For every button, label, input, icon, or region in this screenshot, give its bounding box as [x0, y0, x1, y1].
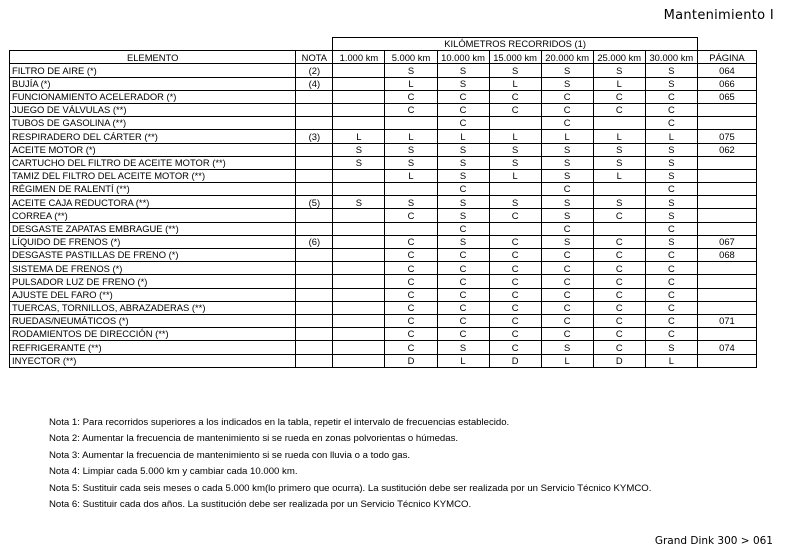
interval-cell — [593, 117, 645, 130]
note-cell — [296, 103, 333, 116]
interval-cell: C — [385, 341, 437, 354]
page-cell — [697, 169, 756, 182]
interval-cell — [333, 209, 385, 222]
interval-cell: C — [645, 301, 697, 314]
note-cell — [296, 262, 333, 275]
interval-cell: S — [489, 143, 541, 156]
interval-cell: C — [645, 314, 697, 327]
interval-cell: S — [333, 143, 385, 156]
interval-cell: S — [645, 209, 697, 222]
interval-cell — [333, 222, 385, 235]
page-cell — [697, 288, 756, 301]
element-cell: ACEITE CAJA REDUCTORA (**) — [10, 196, 296, 209]
table-row — [10, 64, 757, 77]
interval-cell: C — [593, 341, 645, 354]
interval-cell — [333, 275, 385, 288]
note-cell — [296, 90, 333, 103]
page-cell: 065 — [697, 90, 756, 103]
note-cell: (5) — [296, 196, 333, 209]
table-row — [10, 235, 757, 248]
note-cell — [296, 249, 333, 262]
interval-cell: C — [385, 328, 437, 341]
interval-cell: L — [385, 77, 437, 90]
interval-cell: S — [541, 169, 593, 182]
interval-cell: C — [385, 90, 437, 103]
interval-cell: S — [333, 156, 385, 169]
interval-cell: S — [437, 209, 489, 222]
note-cell — [296, 143, 333, 156]
interval-cell: C — [593, 328, 645, 341]
interval-cell: C — [593, 235, 645, 248]
note-line: Nota 1: Para recorridos superiores a los indicados en la tabla, repetir el intervalo de frecuencias establecido. — [49, 417, 510, 428]
page-cell — [697, 301, 756, 314]
table-row — [10, 183, 757, 196]
maintenance-table-wrapper — [9, 37, 757, 368]
element-cell: TAMIZ DEL FILTRO DEL ACEITE MOTOR (**) — [10, 169, 296, 182]
interval-cell — [489, 183, 541, 196]
table-row — [10, 301, 757, 314]
element-cell: DESGASTE ZAPATAS EMBRAGUE (**) — [10, 222, 296, 235]
page-cell — [697, 156, 756, 169]
table-row — [10, 262, 757, 275]
table-row — [10, 156, 757, 169]
interval-cell: S — [541, 64, 593, 77]
interval-cell: C — [541, 222, 593, 235]
interval-cell: C — [645, 275, 697, 288]
interval-cell — [385, 117, 437, 130]
interval-cell: S — [645, 64, 697, 77]
notes-section — [49, 415, 651, 513]
interval-cell — [385, 183, 437, 196]
element-cell: LÍQUIDO DE FRENOS (*) — [10, 235, 296, 248]
element-cell: CORREA (**) — [10, 209, 296, 222]
element-cell: FILTRO DE AIRE (*) — [10, 64, 296, 77]
interval-cell: S — [489, 156, 541, 169]
interval-cell: S — [385, 143, 437, 156]
interval-cell: C — [385, 103, 437, 116]
interval-cell: C — [437, 183, 489, 196]
element-cell: ACEITE MOTOR (*) — [10, 143, 296, 156]
table-group-header-row — [10, 38, 757, 51]
interval-cell: C — [437, 249, 489, 262]
note-cell: (6) — [296, 235, 333, 248]
page-cell — [697, 262, 756, 275]
interval-cell: C — [645, 117, 697, 130]
interval-cell — [333, 288, 385, 301]
interval-cell — [333, 235, 385, 248]
note-cell — [296, 209, 333, 222]
interval-cell: C — [541, 183, 593, 196]
interval-cell — [489, 117, 541, 130]
interval-cell — [489, 222, 541, 235]
table-row — [10, 222, 757, 235]
interval-cell: C — [645, 328, 697, 341]
page-cell — [697, 209, 756, 222]
interval-cell: C — [437, 103, 489, 116]
interval-cell: L — [489, 77, 541, 90]
interval-cell: C — [437, 328, 489, 341]
interval-cell: S — [645, 156, 697, 169]
table-row — [10, 196, 757, 209]
element-cell: RUEDAS/NEUMÁTICOS (*) — [10, 314, 296, 327]
interval-cell: C — [385, 288, 437, 301]
interval-cell: C — [593, 275, 645, 288]
interval-cell — [333, 64, 385, 77]
interval-cell: L — [437, 130, 489, 143]
note-cell — [296, 222, 333, 235]
interval-cell: C — [541, 103, 593, 116]
column-header: NOTA — [296, 51, 333, 64]
table-row — [10, 77, 757, 90]
interval-cell: C — [489, 249, 541, 262]
page-cell — [697, 117, 756, 130]
interval-cell: L — [541, 130, 593, 143]
note-cell — [296, 169, 333, 182]
table-row — [10, 288, 757, 301]
note-cell — [296, 156, 333, 169]
interval-cell: L — [593, 169, 645, 182]
table-row — [10, 275, 757, 288]
element-cell: TUBOS DE GASOLINA (**) — [10, 117, 296, 130]
element-cell: CARTUCHO DEL FILTRO DE ACEITE MOTOR (**) — [10, 156, 296, 169]
note-cell — [296, 288, 333, 301]
table-row — [10, 130, 757, 143]
interval-cell — [333, 301, 385, 314]
interval-cell: C — [489, 288, 541, 301]
page-cell — [697, 222, 756, 235]
note-cell — [296, 328, 333, 341]
table-row — [10, 143, 757, 156]
table-row — [10, 117, 757, 130]
interval-cell: D — [489, 354, 541, 367]
note-line: Nota 6: Sustituir cada dos años. La sustitución debe ser realizada por un Servicio Técnico KYMCO. — [49, 499, 472, 511]
column-header: 30.000 km — [645, 51, 697, 64]
table-row — [10, 354, 757, 367]
interval-cell: C — [489, 314, 541, 327]
column-header: 5.000 km — [385, 51, 437, 64]
interval-cell — [333, 341, 385, 354]
interval-cell: S — [437, 196, 489, 209]
interval-cell: C — [541, 249, 593, 262]
interval-cell: C — [645, 222, 697, 235]
interval-cell: C — [385, 314, 437, 327]
page-cell — [697, 328, 756, 341]
note-line: Nota 5: Sustituir cada seis meses o cada 5.000 km(lo primero que ocurra). La sustitución debe ser realizada por un Servicio Técnico KYMCO. — [49, 482, 652, 494]
interval-cell: C — [489, 103, 541, 116]
table-row — [10, 341, 757, 354]
interval-cell: C — [593, 103, 645, 116]
interval-cell: C — [541, 117, 593, 130]
page-cell — [697, 275, 756, 288]
interval-cell — [385, 222, 437, 235]
interval-cell: C — [385, 209, 437, 222]
interval-cell: C — [385, 275, 437, 288]
interval-cell — [333, 183, 385, 196]
note-cell — [296, 275, 333, 288]
column-header: 15.000 km — [489, 51, 541, 64]
interval-cell — [593, 183, 645, 196]
interval-cell: L — [385, 169, 437, 182]
interval-cell: S — [593, 64, 645, 77]
interval-cell: S — [437, 341, 489, 354]
interval-cell: C — [541, 301, 593, 314]
interval-cell — [333, 249, 385, 262]
note-cell: (3) — [296, 130, 333, 143]
interval-cell — [333, 117, 385, 130]
interval-cell: C — [437, 288, 489, 301]
interval-cell: L — [541, 354, 593, 367]
interval-cell: S — [645, 196, 697, 209]
note-cell — [296, 301, 333, 314]
interval-cell: L — [385, 130, 437, 143]
note-cell — [296, 117, 333, 130]
element-cell: RÉGIMEN DE RALENTÍ (**) — [10, 183, 296, 196]
interval-cell: C — [489, 262, 541, 275]
interval-cell — [333, 328, 385, 341]
interval-cell: C — [593, 209, 645, 222]
page-footer: Grand Dink 300 > 061 — [654, 535, 773, 547]
maintenance-table — [9, 37, 757, 368]
interval-cell: C — [437, 222, 489, 235]
interval-cell: C — [489, 209, 541, 222]
note-cell — [296, 354, 333, 367]
note-cell — [296, 314, 333, 327]
table-row — [10, 328, 757, 341]
interval-cell: S — [385, 156, 437, 169]
column-header: 1.000 km — [333, 51, 385, 64]
interval-cell: C — [593, 249, 645, 262]
page-cell: 075 — [697, 130, 756, 143]
element-cell: PULSADOR LUZ DE FRENO (*) — [10, 275, 296, 288]
interval-cell: C — [645, 262, 697, 275]
page-cell: 066 — [697, 77, 756, 90]
interval-cell: C — [593, 288, 645, 301]
interval-cell: S — [541, 143, 593, 156]
element-cell: TUERCAS, TORNILLOS, ABRAZADERAS (**) — [10, 301, 296, 314]
interval-cell — [593, 222, 645, 235]
interval-cell: S — [385, 196, 437, 209]
interval-cell: L — [593, 130, 645, 143]
column-header: PÁGINA — [697, 51, 756, 64]
interval-cell: C — [437, 117, 489, 130]
table-body — [10, 64, 757, 367]
interval-cell — [333, 103, 385, 116]
interval-cell: C — [489, 301, 541, 314]
element-cell: FUNCIONAMIENTO ACELERADOR (*) — [10, 90, 296, 103]
interval-cell: L — [489, 169, 541, 182]
interval-cell: S — [385, 64, 437, 77]
table-header-spacer-right — [697, 38, 756, 51]
table-header-spacer — [10, 38, 333, 51]
km-group-header: KILÓMETROS RECORRIDOS (1) — [333, 38, 698, 51]
element-cell: INYECTOR (**) — [10, 354, 296, 367]
page-cell — [697, 103, 756, 116]
interval-cell: C — [645, 103, 697, 116]
interval-cell: S — [541, 209, 593, 222]
note-cell: (4) — [296, 77, 333, 90]
interval-cell: C — [385, 262, 437, 275]
column-header: 10.000 km — [437, 51, 489, 64]
page-cell: 071 — [697, 314, 756, 327]
table-row — [10, 169, 757, 182]
interval-cell: S — [593, 156, 645, 169]
interval-cell: C — [645, 183, 697, 196]
interval-cell: C — [489, 328, 541, 341]
interval-cell: S — [541, 196, 593, 209]
interval-cell: C — [593, 262, 645, 275]
table-row — [10, 314, 757, 327]
interval-cell: C — [437, 314, 489, 327]
interval-cell: C — [541, 314, 593, 327]
page-header-title: Mantenimiento I — [663, 8, 774, 23]
interval-cell: L — [645, 354, 697, 367]
interval-cell: C — [385, 249, 437, 262]
page-cell: 064 — [697, 64, 756, 77]
interval-cell — [333, 169, 385, 182]
column-header: ELEMENTO — [10, 51, 296, 64]
note-line: Nota 4: Limpiar cada 5.000 km y cambiar cada 10.000 km. — [49, 466, 298, 478]
interval-cell: S — [645, 143, 697, 156]
interval-cell: C — [489, 341, 541, 354]
interval-cell — [333, 90, 385, 103]
interval-cell: C — [489, 275, 541, 288]
element-cell: RODAMIENTOS DE DIRECCIÓN (**) — [10, 328, 296, 341]
interval-cell: C — [437, 275, 489, 288]
interval-cell: C — [437, 301, 489, 314]
page-cell — [697, 196, 756, 209]
element-cell: JUEGO DE VÁLVULAS (**) — [10, 103, 296, 116]
interval-cell: S — [489, 64, 541, 77]
table-row — [10, 90, 757, 103]
interval-cell — [333, 262, 385, 275]
page-cell — [697, 183, 756, 196]
interval-cell: C — [541, 328, 593, 341]
column-header: 20.000 km — [541, 51, 593, 64]
interval-cell: L — [593, 77, 645, 90]
interval-cell: S — [645, 235, 697, 248]
interval-cell: L — [333, 130, 385, 143]
interval-cell: S — [437, 156, 489, 169]
interval-cell: C — [593, 90, 645, 103]
interval-cell: S — [645, 341, 697, 354]
interval-cell: D — [385, 354, 437, 367]
interval-cell: L — [437, 354, 489, 367]
element-cell: SISTEMA DE FRENOS (*) — [10, 262, 296, 275]
interval-cell: C — [645, 288, 697, 301]
table-row — [10, 103, 757, 116]
interval-cell: C — [541, 275, 593, 288]
page-cell — [697, 354, 756, 367]
interval-cell: L — [645, 130, 697, 143]
interval-cell: S — [541, 235, 593, 248]
element-cell: AJUSTE DEL FARO (**) — [10, 288, 296, 301]
interval-cell — [333, 77, 385, 90]
interval-cell: C — [645, 90, 697, 103]
element-cell: DESGASTE PASTILLAS DE FRENO (*) — [10, 249, 296, 262]
interval-cell: C — [437, 90, 489, 103]
interval-cell: C — [541, 262, 593, 275]
note-line: Nota 3: Aumentar la frecuencia de mantenimiento si se rueda con lluvia o a todo gas. — [49, 449, 411, 461]
table-row — [10, 209, 757, 222]
interval-cell: C — [385, 301, 437, 314]
interval-cell: S — [645, 169, 697, 182]
element-cell: RESPIRADERO DEL CÁRTER (**) — [10, 130, 296, 143]
interval-cell: S — [437, 169, 489, 182]
note-cell — [296, 341, 333, 354]
element-cell: REFRIGERANTE (**) — [10, 341, 296, 354]
interval-cell: S — [437, 143, 489, 156]
page-cell: 062 — [697, 143, 756, 156]
interval-cell: S — [541, 341, 593, 354]
note-cell: (2) — [296, 64, 333, 77]
interval-cell — [333, 354, 385, 367]
interval-cell: C — [489, 90, 541, 103]
note-cell — [296, 183, 333, 196]
interval-cell: S — [593, 143, 645, 156]
interval-cell: S — [593, 196, 645, 209]
page-cell: 067 — [697, 235, 756, 248]
note-line: Nota 2: Aumentar la frecuencia de mantenimiento si se rueda en zonas polvorientas o húmedas. — [49, 433, 459, 445]
interval-cell: C — [593, 301, 645, 314]
interval-cell: C — [541, 90, 593, 103]
interval-cell: C — [645, 249, 697, 262]
column-header: 25.000 km — [593, 51, 645, 64]
interval-cell: S — [489, 196, 541, 209]
interval-cell: C — [437, 262, 489, 275]
interval-cell — [333, 314, 385, 327]
interval-cell: C — [489, 235, 541, 248]
page-cell: 074 — [697, 341, 756, 354]
interval-cell: C — [593, 314, 645, 327]
interval-cell: S — [541, 156, 593, 169]
interval-cell: L — [489, 130, 541, 143]
interval-cell: S — [645, 77, 697, 90]
table-row — [10, 249, 757, 262]
interval-cell: D — [593, 354, 645, 367]
interval-cell: S — [437, 235, 489, 248]
interval-cell: C — [541, 288, 593, 301]
interval-cell: S — [437, 77, 489, 90]
table-column-header-row — [10, 51, 757, 64]
interval-cell: S — [541, 77, 593, 90]
interval-cell: S — [437, 64, 489, 77]
interval-cell: C — [385, 235, 437, 248]
element-cell: BUJÍA (*) — [10, 77, 296, 90]
interval-cell: S — [333, 196, 385, 209]
page-cell: 068 — [697, 249, 756, 262]
